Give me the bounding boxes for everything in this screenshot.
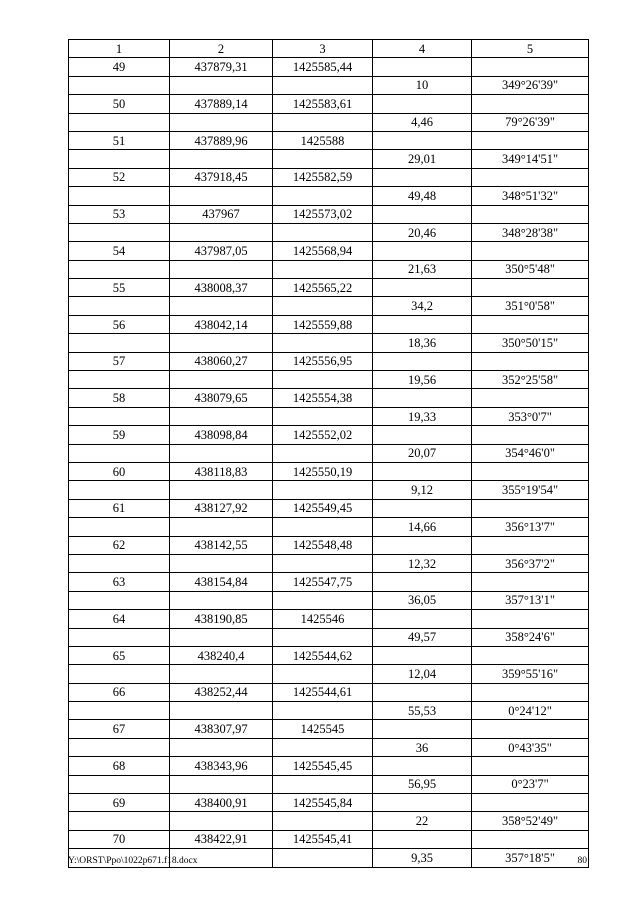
- table-cell: 1425547,75: [273, 573, 373, 591]
- table-cell: 57: [69, 352, 170, 370]
- table-cell: [472, 389, 589, 407]
- table-cell: 9,35: [373, 849, 472, 867]
- table-cell: [69, 554, 170, 572]
- table-cell: [472, 757, 589, 775]
- table-cell: [472, 499, 589, 517]
- table-cell: 350°50'15": [472, 334, 589, 352]
- table-row: [69, 444, 589, 462]
- table-cell: 438190,85: [170, 610, 273, 628]
- table-cell: 348°51'32": [472, 187, 589, 205]
- table-cell: [472, 315, 589, 333]
- table-cell: 438343,96: [170, 757, 273, 775]
- table-row: [69, 628, 589, 646]
- table-cell: 1425588: [273, 131, 373, 149]
- table-cell: [170, 591, 273, 609]
- table-cell: [373, 242, 472, 260]
- table-cell: 36,05: [373, 591, 472, 609]
- table-cell: [69, 150, 170, 168]
- table-cell: 438098,84: [170, 426, 273, 444]
- table-cell: 14,66: [373, 518, 472, 536]
- table-cell: [170, 481, 273, 499]
- table-cell: 437879,31: [170, 58, 273, 76]
- table-row: [69, 720, 589, 738]
- table-cell: [273, 518, 373, 536]
- table-cell: 1425556,95: [273, 352, 373, 370]
- table-cell: [373, 315, 472, 333]
- table-cell: [373, 389, 472, 407]
- table-cell: [273, 591, 373, 609]
- table-cell: 68: [69, 757, 170, 775]
- table-cell: 356°37'2": [472, 554, 589, 572]
- table-cell: [273, 260, 373, 278]
- table-cell: [373, 646, 472, 664]
- table-cell: [373, 536, 472, 554]
- table-cell: [170, 665, 273, 683]
- table-row: [69, 610, 589, 628]
- table-row: [69, 315, 589, 333]
- table-cell: 437987,05: [170, 242, 273, 260]
- table-cell: 56: [69, 315, 170, 333]
- table-cell: [472, 794, 589, 812]
- table-cell: [273, 554, 373, 572]
- table-cell: 354°46'0": [472, 444, 589, 462]
- table-row: [69, 297, 589, 315]
- table-cell: [373, 426, 472, 444]
- table-cell: [273, 775, 373, 793]
- table-cell: 1425582,59: [273, 168, 373, 186]
- table-row: [69, 794, 589, 812]
- table-cell: 67: [69, 720, 170, 738]
- table-cell: 79°26'39": [472, 113, 589, 131]
- table-cell: [170, 187, 273, 205]
- table-cell: 62: [69, 536, 170, 554]
- table-cell: [69, 223, 170, 241]
- table-cell: [472, 205, 589, 223]
- table-cell: 438042,14: [170, 315, 273, 333]
- table-cell: 1425545: [273, 720, 373, 738]
- table-cell: [69, 334, 170, 352]
- table-cell: [69, 407, 170, 425]
- header-cell-1: 1: [69, 40, 170, 58]
- table-cell: 1425552,02: [273, 426, 373, 444]
- table-row: [69, 187, 589, 205]
- table-cell: 350°5'48": [472, 260, 589, 278]
- table-cell: 59: [69, 426, 170, 444]
- table-cell: [69, 812, 170, 830]
- table-row: [69, 407, 589, 425]
- table-cell: 1425585,44: [273, 58, 373, 76]
- table-cell: [170, 738, 273, 756]
- table-body: [69, 58, 589, 867]
- table-cell: [273, 187, 373, 205]
- header-cell-3: 3: [273, 40, 373, 58]
- table-cell: 9,12: [373, 481, 472, 499]
- table-cell: 438060,27: [170, 352, 273, 370]
- table-cell: 19,56: [373, 371, 472, 389]
- table-cell: 58: [69, 389, 170, 407]
- table-cell: 49: [69, 58, 170, 76]
- table-cell: 22: [373, 812, 472, 830]
- table-cell: [273, 297, 373, 315]
- table-cell: 64: [69, 610, 170, 628]
- table-cell: 438422,91: [170, 830, 273, 848]
- table-cell: [472, 58, 589, 76]
- table-cell: [373, 683, 472, 701]
- table-cell: [373, 279, 472, 297]
- coordinates-table: [68, 39, 589, 868]
- table-row: [69, 260, 589, 278]
- table-cell: [273, 738, 373, 756]
- table-cell: [69, 738, 170, 756]
- table-cell: 0°43'35": [472, 738, 589, 756]
- table-cell: 1425544,62: [273, 646, 373, 664]
- table-cell: [472, 462, 589, 480]
- table-cell: 1425550,19: [273, 462, 373, 480]
- table-cell: 1425548,48: [273, 536, 373, 554]
- table-cell: [273, 628, 373, 646]
- table-cell: [69, 187, 170, 205]
- table-row: [69, 757, 589, 775]
- table-cell: [373, 720, 472, 738]
- table-cell: [472, 683, 589, 701]
- table-cell: [472, 573, 589, 591]
- header-cell-5: 5: [472, 40, 589, 58]
- table-cell: 1425573,02: [273, 205, 373, 223]
- table-cell: 438154,84: [170, 573, 273, 591]
- table-cell: 69: [69, 794, 170, 812]
- table-cell: 55,53: [373, 702, 472, 720]
- table-cell: 438307,97: [170, 720, 273, 738]
- footer-file-path: Y:\ORST\Ppo\1022p671.f18.docx: [68, 856, 198, 866]
- header-cell-4: 4: [373, 40, 472, 58]
- table-row: [69, 58, 589, 76]
- table-cell: 358°52'49": [472, 812, 589, 830]
- table-cell: [69, 260, 170, 278]
- table-cell: 50: [69, 95, 170, 113]
- table-cell: 63: [69, 573, 170, 591]
- table-row: [69, 334, 589, 352]
- table-row: [69, 646, 589, 664]
- table-cell: 52: [69, 168, 170, 186]
- table-cell: [69, 297, 170, 315]
- table-cell: 357°18'5": [472, 849, 589, 867]
- table-cell: [472, 720, 589, 738]
- table-cell: 60: [69, 462, 170, 480]
- table-row: [69, 95, 589, 113]
- table-cell: [170, 628, 273, 646]
- table-cell: [373, 573, 472, 591]
- table-cell: [273, 150, 373, 168]
- table-row: [69, 223, 589, 241]
- table-cell: [69, 665, 170, 683]
- table-cell: 1425559,88: [273, 315, 373, 333]
- table-cell: [373, 95, 472, 113]
- table-cell: [472, 830, 589, 848]
- table-cell: [472, 279, 589, 297]
- table-cell: [273, 812, 373, 830]
- table-cell: 65: [69, 646, 170, 664]
- table-row: [69, 279, 589, 297]
- table-cell: 21,63: [373, 260, 472, 278]
- table-cell: 1425583,61: [273, 95, 373, 113]
- table-cell: [170, 702, 273, 720]
- table-cell: 19,33: [373, 407, 472, 425]
- table-cell: 349°14'51": [472, 150, 589, 168]
- table-cell: [472, 352, 589, 370]
- table-row: [69, 775, 589, 793]
- table-cell: [273, 334, 373, 352]
- table-row: [69, 738, 589, 756]
- table-cell: [69, 775, 170, 793]
- table-row: [69, 168, 589, 186]
- table-cell: [373, 794, 472, 812]
- table-row: [69, 131, 589, 149]
- table-cell: 55: [69, 279, 170, 297]
- table-cell: [373, 499, 472, 517]
- table-row: [69, 371, 589, 389]
- table-cell: [472, 426, 589, 444]
- table-cell: [170, 775, 273, 793]
- table-cell: [472, 95, 589, 113]
- table-cell: [273, 223, 373, 241]
- table-cell: [373, 757, 472, 775]
- table-cell: 438118,83: [170, 462, 273, 480]
- table-row: [69, 683, 589, 701]
- table-cell: [170, 371, 273, 389]
- table-cell: 12,04: [373, 665, 472, 683]
- table-row: [69, 205, 589, 223]
- table-row: [69, 665, 589, 683]
- table-cell: [273, 76, 373, 94]
- table-row: [69, 462, 589, 480]
- table-cell: 20,07: [373, 444, 472, 462]
- table-cell: [273, 849, 373, 867]
- table-cell: 70: [69, 830, 170, 848]
- table-row: [69, 536, 589, 554]
- table-cell: 53: [69, 205, 170, 223]
- table-header-row: [69, 40, 589, 58]
- table-cell: 352°25'58": [472, 371, 589, 389]
- table-cell: 1425565,22: [273, 279, 373, 297]
- table-cell: 29,01: [373, 150, 472, 168]
- table-cell: 356°13'7": [472, 518, 589, 536]
- table-row: [69, 242, 589, 260]
- table-cell: 357°13'1": [472, 591, 589, 609]
- table-cell: [69, 481, 170, 499]
- table-row: [69, 389, 589, 407]
- table-row: [69, 481, 589, 499]
- table-cell: [170, 812, 273, 830]
- table-cell: 0°23'7": [472, 775, 589, 793]
- table-cell: [170, 150, 273, 168]
- table-cell: 1425568,94: [273, 242, 373, 260]
- table-cell: 437889,14: [170, 95, 273, 113]
- table-row: [69, 830, 589, 848]
- table-cell: 1425546: [273, 610, 373, 628]
- table-cell: [69, 702, 170, 720]
- table-cell: [373, 168, 472, 186]
- table-cell: 351°0'58": [472, 297, 589, 315]
- table-cell: 56,95: [373, 775, 472, 793]
- table-cell: [170, 260, 273, 278]
- table-cell: [472, 242, 589, 260]
- table-cell: 1425544,61: [273, 683, 373, 701]
- table-cell: 36: [373, 738, 472, 756]
- table-cell: 348°28'38": [472, 223, 589, 241]
- table-row: [69, 426, 589, 444]
- table-cell: 1425545,84: [273, 794, 373, 812]
- table-row: [69, 702, 589, 720]
- table-cell: [69, 518, 170, 536]
- table-cell: 18,36: [373, 334, 472, 352]
- table-cell: 4,46: [373, 113, 472, 131]
- table-cell: 438008,37: [170, 279, 273, 297]
- table-row: [69, 76, 589, 94]
- table-cell: [373, 131, 472, 149]
- table-row: [69, 554, 589, 572]
- footer-page-number: 80: [577, 856, 587, 866]
- table-cell: [273, 481, 373, 499]
- table-row: [69, 518, 589, 536]
- table-cell: 349°26'39": [472, 76, 589, 94]
- table-cell: [273, 665, 373, 683]
- table-row: [69, 150, 589, 168]
- table-cell: [170, 297, 273, 315]
- table-cell: 437967: [170, 205, 273, 223]
- table-cell: [373, 58, 472, 76]
- table-cell: 49,48: [373, 187, 472, 205]
- table-cell: 438240,4: [170, 646, 273, 664]
- table-cell: 438079,65: [170, 389, 273, 407]
- table-cell: 1425545,41: [273, 830, 373, 848]
- header-cell-2: 2: [170, 40, 273, 58]
- table-cell: [273, 371, 373, 389]
- table-cell: [373, 352, 472, 370]
- table-cell: [373, 462, 472, 480]
- table-row: [69, 352, 589, 370]
- table-cell: 12,32: [373, 554, 472, 572]
- table-cell: 61: [69, 499, 170, 517]
- table-cell: 1425549,45: [273, 499, 373, 517]
- table-cell: [472, 168, 589, 186]
- table-cell: [69, 628, 170, 646]
- table-cell: 438400,91: [170, 794, 273, 812]
- table-cell: [273, 444, 373, 462]
- table-cell: [170, 407, 273, 425]
- table-cell: [472, 646, 589, 664]
- table-cell: 1425554,38: [273, 389, 373, 407]
- table-cell: 1425545,45: [273, 757, 373, 775]
- table-cell: 54: [69, 242, 170, 260]
- table-cell: 438127,92: [170, 499, 273, 517]
- table-cell: [69, 76, 170, 94]
- table-cell: [472, 610, 589, 628]
- table-cell: [373, 830, 472, 848]
- table-row: [69, 499, 589, 517]
- table-cell: 438142,55: [170, 536, 273, 554]
- table-cell: [170, 518, 273, 536]
- table-row: [69, 812, 589, 830]
- table-cell: 20,46: [373, 223, 472, 241]
- table-cell: 358°24'6": [472, 628, 589, 646]
- table-cell: [373, 610, 472, 628]
- table-cell: 437889,96: [170, 131, 273, 149]
- table-cell: [170, 76, 273, 94]
- table-cell: [170, 113, 273, 131]
- table-cell: 10: [373, 76, 472, 94]
- table-cell: 355°19'54": [472, 481, 589, 499]
- table-cell: 51: [69, 131, 170, 149]
- table-cell: [472, 536, 589, 554]
- table-row: [69, 591, 589, 609]
- table-cell: 437918,45: [170, 168, 273, 186]
- table-cell: [273, 702, 373, 720]
- table-cell: [273, 113, 373, 131]
- table-cell: [273, 407, 373, 425]
- table-cell: 34,2: [373, 297, 472, 315]
- table-cell: [69, 444, 170, 462]
- table-cell: 49,57: [373, 628, 472, 646]
- table-cell: [69, 371, 170, 389]
- table-cell: [373, 205, 472, 223]
- table-cell: [69, 591, 170, 609]
- table-row: [69, 573, 589, 591]
- table-cell: 359°55'16": [472, 665, 589, 683]
- table-cell: 66: [69, 683, 170, 701]
- table-row: [69, 113, 589, 131]
- table-cell: 353°0'7": [472, 407, 589, 425]
- table-cell: [170, 334, 273, 352]
- table-cell: [69, 113, 170, 131]
- table-cell: [472, 131, 589, 149]
- table-cell: 0°24'12": [472, 702, 589, 720]
- table-cell: 438252,44: [170, 683, 273, 701]
- table-cell: [170, 554, 273, 572]
- table-cell: [170, 223, 273, 241]
- table-cell: [170, 444, 273, 462]
